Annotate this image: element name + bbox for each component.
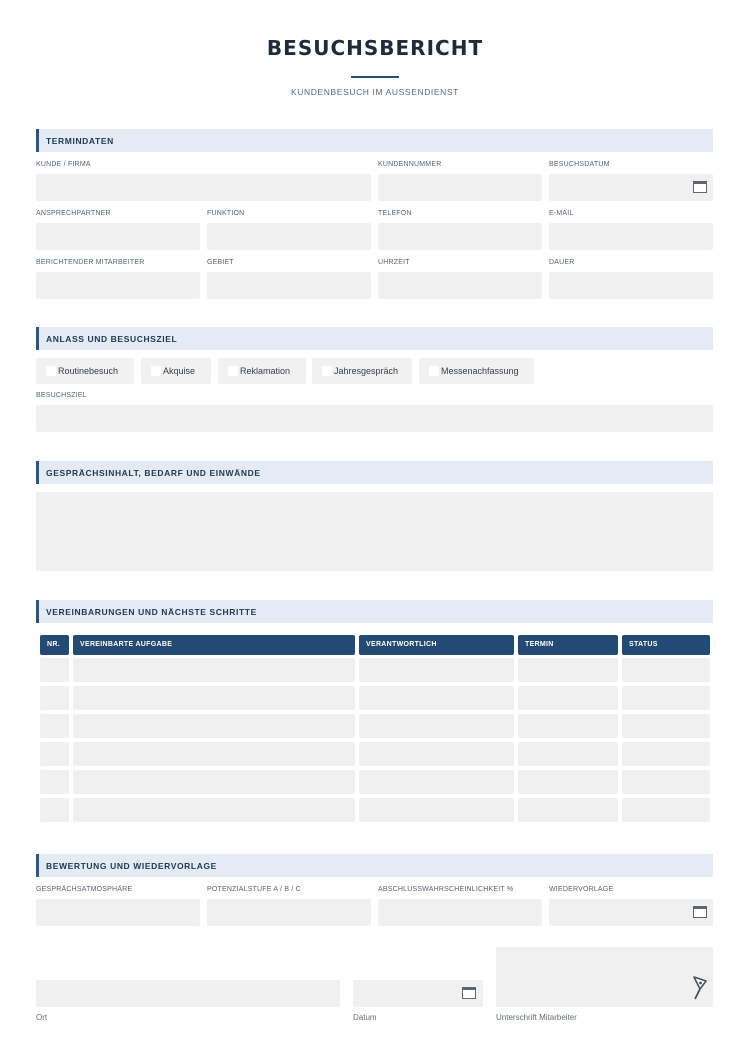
label-besuchsziel: BESUCHSZIEL [36, 392, 87, 399]
ansprechpartner-field[interactable] [36, 223, 200, 250]
table-cell-status[interactable] [622, 686, 710, 710]
table-cell-nr[interactable] [40, 770, 69, 794]
column-header-nr: NR. [40, 635, 69, 655]
table-cell-termin[interactable] [518, 770, 618, 794]
section-termindaten-title: TERMINDATEN [46, 136, 114, 146]
atmosphaere-field[interactable] [36, 899, 200, 926]
option-jahresgespraech[interactable] [312, 358, 412, 384]
table-cell-termin[interactable] [518, 714, 618, 738]
label-wiedervorlage: WIEDERVORLAGE [549, 886, 614, 893]
label-ort: Ort [36, 1013, 48, 1022]
table-cell-status[interactable] [622, 714, 710, 738]
label-kundennummer: KUNDENNUMMER [378, 161, 442, 168]
checkbox[interactable] [151, 366, 161, 376]
column-header-aufgabe: VEREINBARTE AUFGABE [73, 635, 355, 655]
table-cell-aufgabe[interactable] [73, 714, 355, 738]
gespraechsinhalt-textarea[interactable] [36, 492, 713, 571]
option-label: Routinebesuch [58, 366, 119, 376]
option-label: Messenachfassung [441, 366, 519, 376]
label-gebiet: GEBIET [207, 259, 234, 266]
wiedervorlage-field[interactable] [549, 899, 713, 926]
label-abschluss: ABSCHLUSSWAHRSCHEINLICHKEIT % [378, 886, 514, 893]
section-gespraech [36, 461, 713, 484]
table-cell-nr[interactable] [40, 742, 69, 766]
table-cell-status[interactable] [622, 658, 710, 682]
section-gespraech-title: GESPRÄCHSINHALT, BEDARF UND EINWÄNDE [46, 468, 261, 478]
section-anlass [36, 327, 713, 350]
table-cell-aufgabe[interactable] [73, 742, 355, 766]
table-cell-verantwortlich[interactable] [359, 798, 514, 822]
option-label: Jahresgespräch [334, 366, 399, 376]
funktion-field[interactable] [207, 223, 371, 250]
section-vereinbarungen [36, 600, 713, 623]
table-cell-nr[interactable] [40, 686, 69, 710]
table-cell-termin[interactable] [518, 798, 618, 822]
kundennummer-field[interactable] [378, 174, 542, 201]
title-divider [351, 76, 399, 78]
table-cell-aufgabe[interactable] [73, 658, 355, 682]
label-besuchsdatum: BESUCHSDATUM [549, 161, 610, 168]
section-bewertung [36, 854, 713, 877]
label-funktion: FUNKTION [207, 210, 245, 217]
dauer-field[interactable] [549, 272, 713, 299]
label-telefon: TELEFON [378, 210, 412, 217]
signature-field[interactable] [496, 947, 713, 1007]
label-unterschrift: Unterschrift Mitarbeiter [496, 1013, 577, 1022]
label-atmosphaere: GESPRÄCHSATMOSPHÄRE [36, 886, 133, 893]
gebiet-field[interactable] [207, 272, 371, 299]
section-bewertung-title: BEWERTUNG UND WIEDERVORLAGE [46, 861, 217, 871]
table-cell-termin[interactable] [518, 742, 618, 766]
besuchsdatum-field[interactable] [549, 174, 713, 201]
mitarbeiter-field[interactable] [36, 272, 200, 299]
checkbox[interactable] [46, 366, 56, 376]
calendar-icon[interactable] [693, 181, 707, 193]
option-akquise[interactable] [141, 358, 211, 384]
pen-nib-icon [692, 975, 708, 1001]
table-cell-aufgabe[interactable] [73, 770, 355, 794]
table-cell-nr[interactable] [40, 714, 69, 738]
section-termindaten [36, 129, 713, 152]
table-cell-aufgabe[interactable] [73, 686, 355, 710]
checkbox[interactable] [429, 366, 439, 376]
kunde-field[interactable] [36, 174, 371, 201]
table-cell-nr[interactable] [40, 798, 69, 822]
calendar-icon[interactable] [462, 987, 476, 999]
table-cell-verantwortlich[interactable] [359, 770, 514, 794]
table-cell-status[interactable] [622, 798, 710, 822]
column-header-termin: TERMIN [518, 635, 618, 655]
besuchsziel-field[interactable] [36, 405, 713, 432]
column-header-verantwortlich: VERANTWORTLICH [359, 635, 514, 655]
table-cell-verantwortlich[interactable] [359, 686, 514, 710]
calendar-icon[interactable] [693, 906, 707, 918]
option-label: Reklamation [240, 366, 291, 376]
label-dauer: DAUER [549, 259, 575, 266]
label-email: E-MAIL [549, 210, 574, 217]
column-header-status: STATUS [622, 635, 710, 655]
potenzial-field[interactable] [207, 899, 371, 926]
option-routinebesuch[interactable] [36, 358, 134, 384]
table-cell-verantwortlich[interactable] [359, 658, 514, 682]
option-reklamation[interactable] [218, 358, 306, 384]
abschluss-field[interactable] [378, 899, 542, 926]
label-mitarbeiter: BERICHTENDER MITARBEITER [36, 259, 145, 266]
section-anlass-title: ANLASS UND BESUCHSZIEL [46, 334, 178, 344]
label-potenzial: POTENZIALSTUFE A / B / C [207, 886, 301, 893]
page-title: BESUCHSBERICHT [266, 36, 484, 60]
email-field[interactable] [549, 223, 713, 250]
section-vereinbarungen-title: VEREINBARUNGEN UND NÄCHSTE SCHRITTE [46, 607, 257, 617]
label-uhrzeit: UHRZEIT [378, 259, 410, 266]
table-cell-aufgabe[interactable] [73, 798, 355, 822]
option-label: Akquise [163, 366, 196, 376]
checkbox[interactable] [322, 366, 332, 376]
table-cell-verantwortlich[interactable] [359, 742, 514, 766]
option-messenachfassung[interactable] [419, 358, 534, 384]
telefon-field[interactable] [378, 223, 542, 250]
label-datum: Datum [353, 1013, 377, 1022]
page-subtitle: KUNDENBESUCH IM AUSSENDIENST [291, 87, 459, 97]
label-kunde: KUNDE / FIRMA [36, 161, 91, 168]
label-ansprechpartner: ANSPRECHPARTNER [36, 210, 111, 217]
table-cell-status[interactable] [622, 742, 710, 766]
ort-field[interactable] [36, 980, 340, 1007]
table-cell-verantwortlich[interactable] [359, 714, 514, 738]
table-cell-nr[interactable] [40, 658, 69, 682]
table-cell-status[interactable] [622, 770, 710, 794]
table-cell-termin[interactable] [518, 686, 618, 710]
uhrzeit-field[interactable] [378, 272, 542, 299]
checkbox[interactable] [228, 366, 238, 376]
table-cell-termin[interactable] [518, 658, 618, 682]
